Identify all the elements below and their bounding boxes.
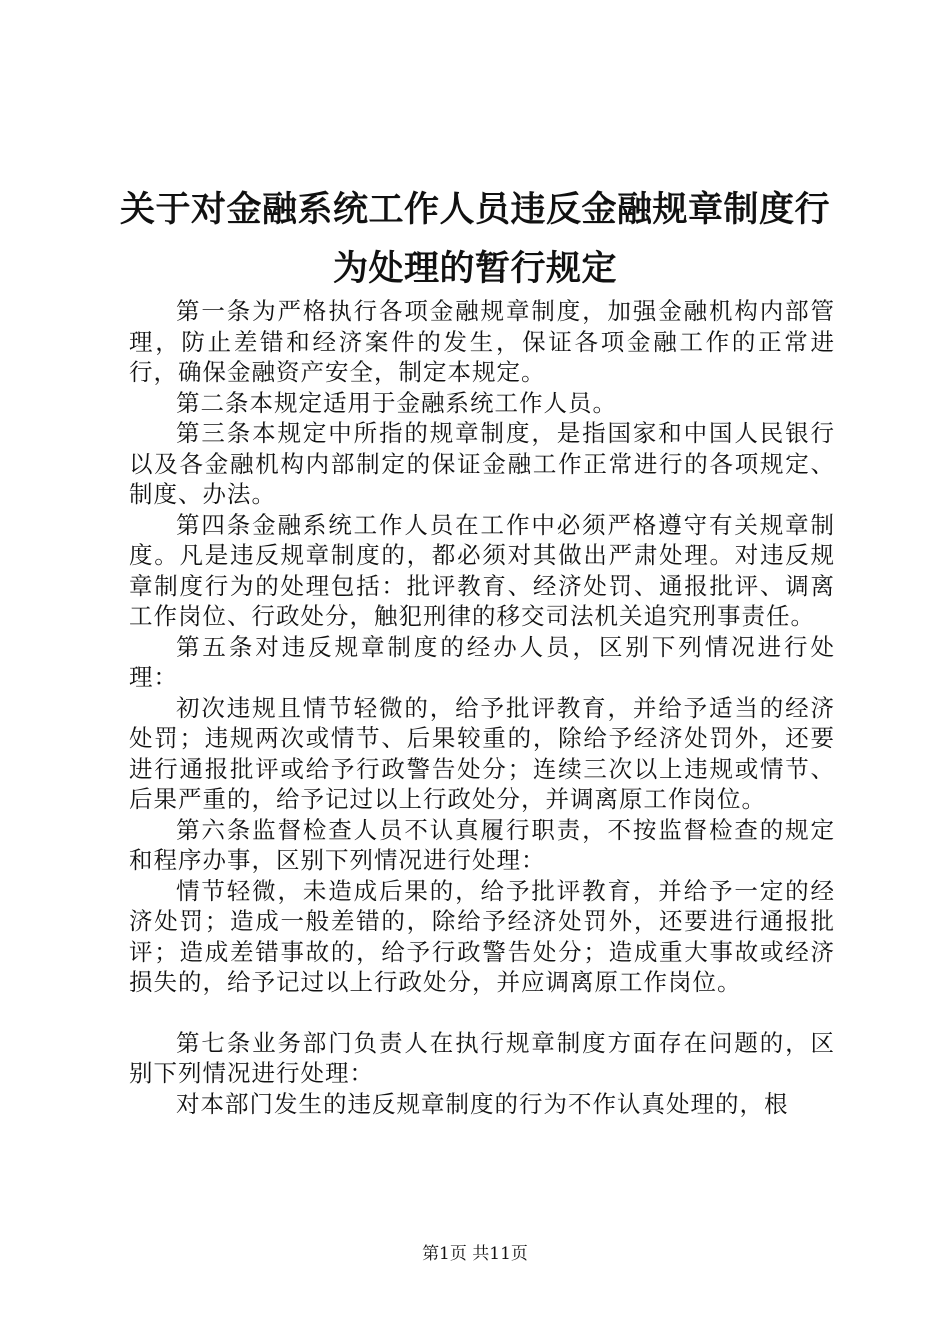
page-number-footer: 第1页 共11页 [422,1244,528,1264]
paragraph-article-7: 第七条业务部门负责人在执行规章制度方面存在问题的，区别下列情况进行处理： [129,1028,835,1087]
document-body [129,296,835,1119]
document-title-line-1: 关于对金融系统工作人员违反金融规章制度行 [119,190,830,230]
paragraph-article-6: 第六条监督检查人员不认真履行职责，不按监督检查的规定和程序办事，区别下列情况进行处理： [129,815,835,874]
paragraph-article-5-detail: 初次违规且情节轻微的，给予批评教育，并给予适当的经济处罚；违规两次或情节、后果较重的，除给予经济处罚外，还要进行通报批评或给予行政警告处分；连续三次以上违规或情节、后果严重的，给予记过以上行政处分，并调离原工作岗位。 [129,693,835,813]
paragraph-article-5: 第五条对违反规章制度的经办人员，区别下列情况进行处理： [129,632,835,691]
paragraph-article-4: 第四条金融系统工作人员在工作中必须严格遵守有关规章制度。凡是违反规章制度的，都必须对其做出严肃处理。对违反规章制度行为的处理包括：批评教育、经济处罚、通报批评、调离工作岗位、行政处分，触犯刑律的移交司法机关追究刑事责任。 [129,510,835,630]
paragraph-article-3: 第三条本规定中所指的规章制度，是指国家和中国人民银行以及各金融机构内部制定的保证金融工作正常进行的各项规定、制度、办法。 [129,419,835,508]
paragraph-article-7-detail: 对本部门发生的违反规章制度的行为不作认真处理的，根 [176,1089,789,1118]
paragraph-article-6-detail: 情节轻微，未造成后果的，给予批评教育，并给予一定的经济处罚；造成一般差错的，除给予经济处罚外，还要进行通报批评；造成差错事故的，给予行政警告处分；造成重大事故或经济损失的，给予记过以上行政处分，并应调离原工作岗位。 [129,876,835,996]
paragraph-article-2: 第二条本规定适用于金融系统工作人员。 [176,388,617,417]
document-title-line-2: 为处理的暂行规定 [332,249,617,289]
paragraph-article-1: 第一条为严格执行各项金融规章制度，加强金融机构内部管理，防止差错和经济案件的发生，保证各项金融工作的正常进行，确保金融资产安全，制定本规定。 [129,297,835,386]
